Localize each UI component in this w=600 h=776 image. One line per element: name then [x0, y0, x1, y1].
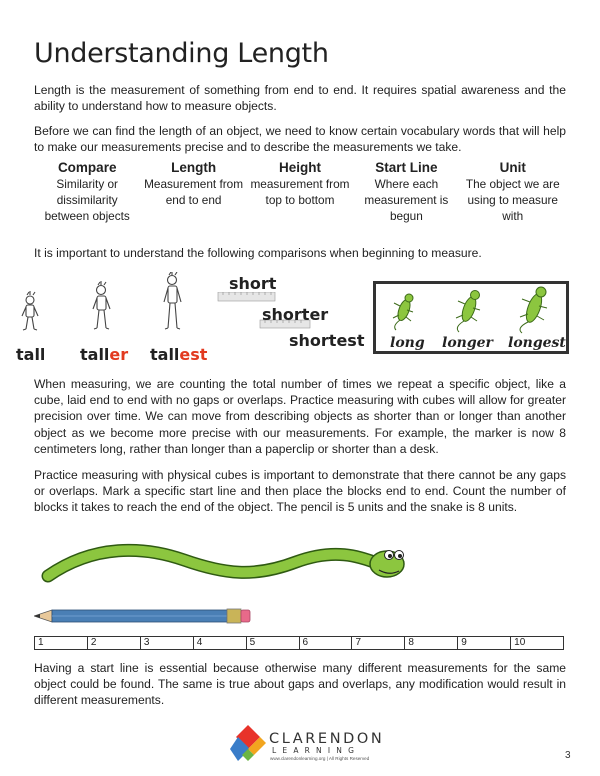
ruler-short [218, 292, 275, 301]
start-line-paragraph: Having a start line is essential because otherwise many different measurements for the same object could be found. The same is true about gaps and overlaps, any modification would result in different measurements. [34, 661, 566, 708]
ruler-unit: 6 [300, 637, 353, 649]
page-number: 3 [565, 750, 571, 761]
lizard-longer-icon [456, 291, 480, 333]
label-shortest: shortest [289, 331, 365, 350]
ruler-unit: 4 [194, 637, 247, 649]
snake-pencil-illustration [34, 538, 424, 634]
label-taller-suffix: er [109, 345, 129, 364]
stick-figure-taller [93, 281, 110, 329]
stick-figures-illustration [14, 272, 184, 342]
vocab-definition-line: end to end [165, 193, 222, 208]
lizard-comparison-box [373, 281, 569, 354]
label-shorter: shorter [262, 305, 329, 324]
vocab-term: Unit [499, 160, 526, 175]
label-taller [80, 345, 128, 364]
ruler-unit: 10 [514, 637, 526, 648]
ruler-unit: 2 [88, 637, 141, 649]
cubes-paragraph: Practice measuring with physical cubes is important to demonstrate that there cannot be any gaps or overlaps. Mark a specific start line and then place the blocks end to end. Count the number of blocks it takes to reach the end of the object. The pencil is 5 units and the snake is 8 units. [34, 468, 566, 515]
vocab-definition-line: using to measure [467, 193, 558, 208]
measuring-paragraph: When measuring, we are counting the total number of times we repeat a specific object, like a cube, laid end to end with no gaps or overlaps. Practice measuring with cubes will allow for greater precision over time. We can move from describing objects as shorter than or longer than another object as we become more precise with our measurements. For example, the marker is now 8 centimeters long, rather than longer than a paperclip or shorter than a desk. [34, 377, 566, 456]
label-tallest-base: tall [150, 345, 180, 364]
vocab-definition-line: with [502, 209, 524, 224]
ruler-unit: 8 [405, 637, 458, 649]
label-short: short [229, 274, 277, 293]
vocab-definition-line: begun [389, 209, 423, 224]
label-tallest-suffix: est [179, 345, 208, 364]
pencil-icon [34, 609, 250, 623]
label-tall: tall [16, 345, 46, 364]
vocab-definition-line: Similarity or [56, 177, 118, 191]
ruler-unit: 9 [458, 637, 511, 649]
vocab-definition-line: The object we are [465, 177, 560, 191]
logo-name: CLARENDON [269, 731, 385, 747]
vocab-definition-line: measurement from [250, 177, 350, 191]
vocab-term: Height [278, 160, 321, 175]
intro-paragraph: Length is the measurement of something from end to end. It requires spatial awareness and the ability to understand how to measure objects. [34, 83, 566, 114]
label-tallest [150, 345, 207, 364]
vocabulary-table [34, 159, 566, 225]
logo-url: www.clarendonlearning.org | All Rights Reserved [270, 756, 370, 761]
logo-subtitle: LEARNING [272, 746, 361, 755]
label-long: long [390, 335, 425, 351]
vocab-height [247, 159, 353, 225]
vocab-definition-line: between objects [44, 209, 130, 224]
snake-icon [48, 550, 404, 577]
vocab-term: Compare [57, 160, 117, 175]
label-longer: longer [442, 335, 493, 351]
unit-ruler [34, 636, 564, 650]
ruler-unit: 7 [352, 637, 405, 649]
ruler-unit: 5 [247, 637, 300, 649]
lizards-illustration [376, 284, 566, 334]
vocab-term: Length [171, 160, 217, 175]
vocab-definition-line: Measurement from [144, 177, 244, 191]
vocab-compare [34, 159, 140, 225]
vocab-definition-line: measurement is [364, 193, 449, 208]
page-title: Understanding Length [34, 38, 329, 69]
vocab-definition-line: top to bottom [265, 193, 335, 208]
clarendon-logo-icon [230, 723, 266, 763]
vocab-definition-line: dissimilarity [56, 193, 118, 208]
label-taller-base: tall [80, 345, 110, 364]
stick-figure-tallest [164, 272, 181, 329]
vocab-length [140, 159, 246, 225]
vocab-term: Start Line [375, 160, 438, 175]
comparisons-intro-paragraph: It is important to understand the following comparisons when beginning to measure. [34, 246, 482, 260]
vocab-definition-line: Where each [374, 177, 439, 191]
ruler-unit: 1 [35, 637, 88, 649]
vocab-intro-paragraph: Before we can find the length of an object, we need to know certain vocabulary words that will help to make our measurements precise and to describe the measurements we take. [34, 124, 566, 155]
vocab-unit [460, 159, 566, 225]
lizard-longest-icon [520, 287, 547, 333]
lizard-long-icon [393, 294, 413, 330]
label-longest: longest [508, 335, 566, 351]
stick-figure-tall [22, 291, 38, 330]
vocab-start-line [353, 159, 459, 225]
ruler-unit: 3 [141, 637, 194, 649]
